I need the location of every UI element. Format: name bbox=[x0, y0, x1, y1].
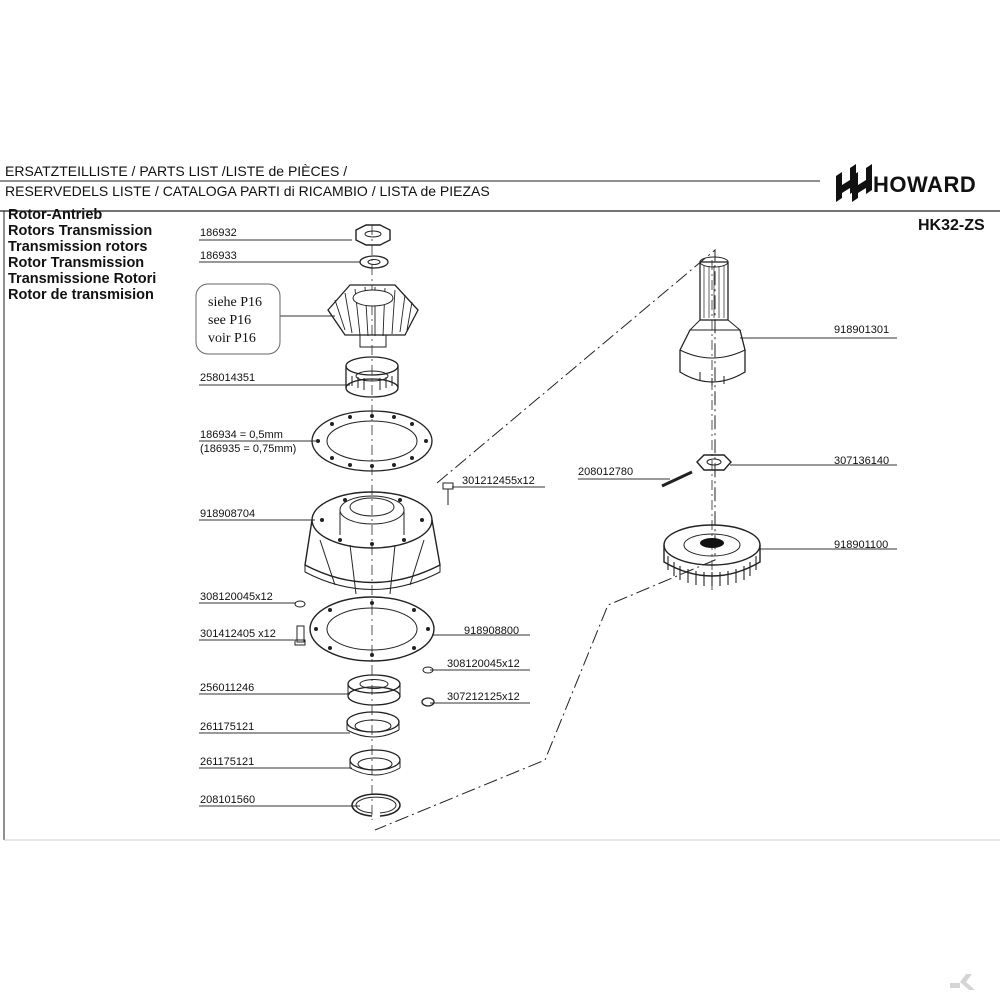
bolt-301212455 bbox=[443, 483, 453, 505]
title-da: Rotor Transmission bbox=[8, 255, 145, 271]
bolt-301412405 bbox=[295, 626, 305, 645]
part-number-label: 308120045x12 bbox=[447, 658, 520, 670]
title-en: Rotors Transmission bbox=[8, 223, 153, 239]
part-number-label: 256011246 bbox=[200, 682, 255, 694]
circlip-208101560 bbox=[352, 794, 400, 816]
reference-note-en: see P16 bbox=[208, 313, 252, 328]
bearing-256011246 bbox=[348, 675, 400, 705]
reference-note-de: siehe P16 bbox=[208, 295, 263, 310]
howard-logo-icon bbox=[836, 164, 872, 202]
brand-name: HOWARD bbox=[873, 172, 977, 197]
part-number-label: 301212455x12 bbox=[462, 475, 535, 487]
nut-307136140 bbox=[697, 455, 731, 470]
title-es: Rotor de transmision bbox=[8, 287, 154, 303]
part-number-label: 258014351 bbox=[200, 372, 256, 384]
title-de: Rotor-Antrieb bbox=[8, 207, 103, 223]
assembly-boundary bbox=[375, 250, 715, 830]
part-number-label: 208101560 bbox=[200, 794, 256, 806]
header-line-2: RESERVEDELS LISTE / CATALOGA PARTI di RICAMBIO / LISTA de PIEZAS bbox=[5, 183, 490, 199]
part-number-label: 186933 bbox=[200, 250, 237, 262]
part-number-label: 261175121 bbox=[200, 756, 255, 768]
part-number-label: 918901100 bbox=[834, 539, 889, 551]
part-number-label: (186935 = 0,75mm) bbox=[200, 443, 297, 455]
leader-lines bbox=[199, 240, 897, 806]
watermark-icon bbox=[950, 974, 975, 990]
washer-186933 bbox=[360, 256, 388, 268]
seal-261175121-a bbox=[347, 712, 399, 737]
part-number-label: 261175121 bbox=[200, 721, 255, 733]
reference-note-fr: voir P16 bbox=[208, 331, 256, 346]
part-number-label: 208012780 bbox=[578, 466, 634, 478]
title-it: Transmissione Rotori bbox=[8, 271, 157, 287]
model-number: HK32-ZS bbox=[918, 217, 985, 234]
part-number-label: 308120045x12 bbox=[200, 591, 273, 603]
nut-308120045-left bbox=[295, 601, 305, 607]
header-line-1: ERSATZTEILLISTE / PARTS LIST /LISTE de PIÈCES / bbox=[5, 163, 348, 179]
part-number-label: 301412405 x12 bbox=[200, 628, 276, 640]
nut-307212125 bbox=[422, 698, 434, 706]
title-fr: Transmission rotors bbox=[8, 239, 148, 255]
bevel-gear bbox=[328, 285, 418, 347]
part-number-label: 918908704 bbox=[200, 508, 256, 520]
part-number-label: 918901301 bbox=[834, 324, 890, 336]
gear-918901100 bbox=[664, 525, 760, 586]
part-number-label: 186932 bbox=[200, 227, 237, 239]
part-number-label: 307136140 bbox=[834, 455, 890, 467]
seal-261175121-b bbox=[350, 750, 400, 775]
part-number-label: 307212125x12 bbox=[447, 691, 520, 703]
nut-186932 bbox=[356, 225, 390, 245]
part-number-label: 918908800 bbox=[464, 625, 520, 637]
part-number-label: 186934 = 0,5mm bbox=[200, 429, 283, 441]
